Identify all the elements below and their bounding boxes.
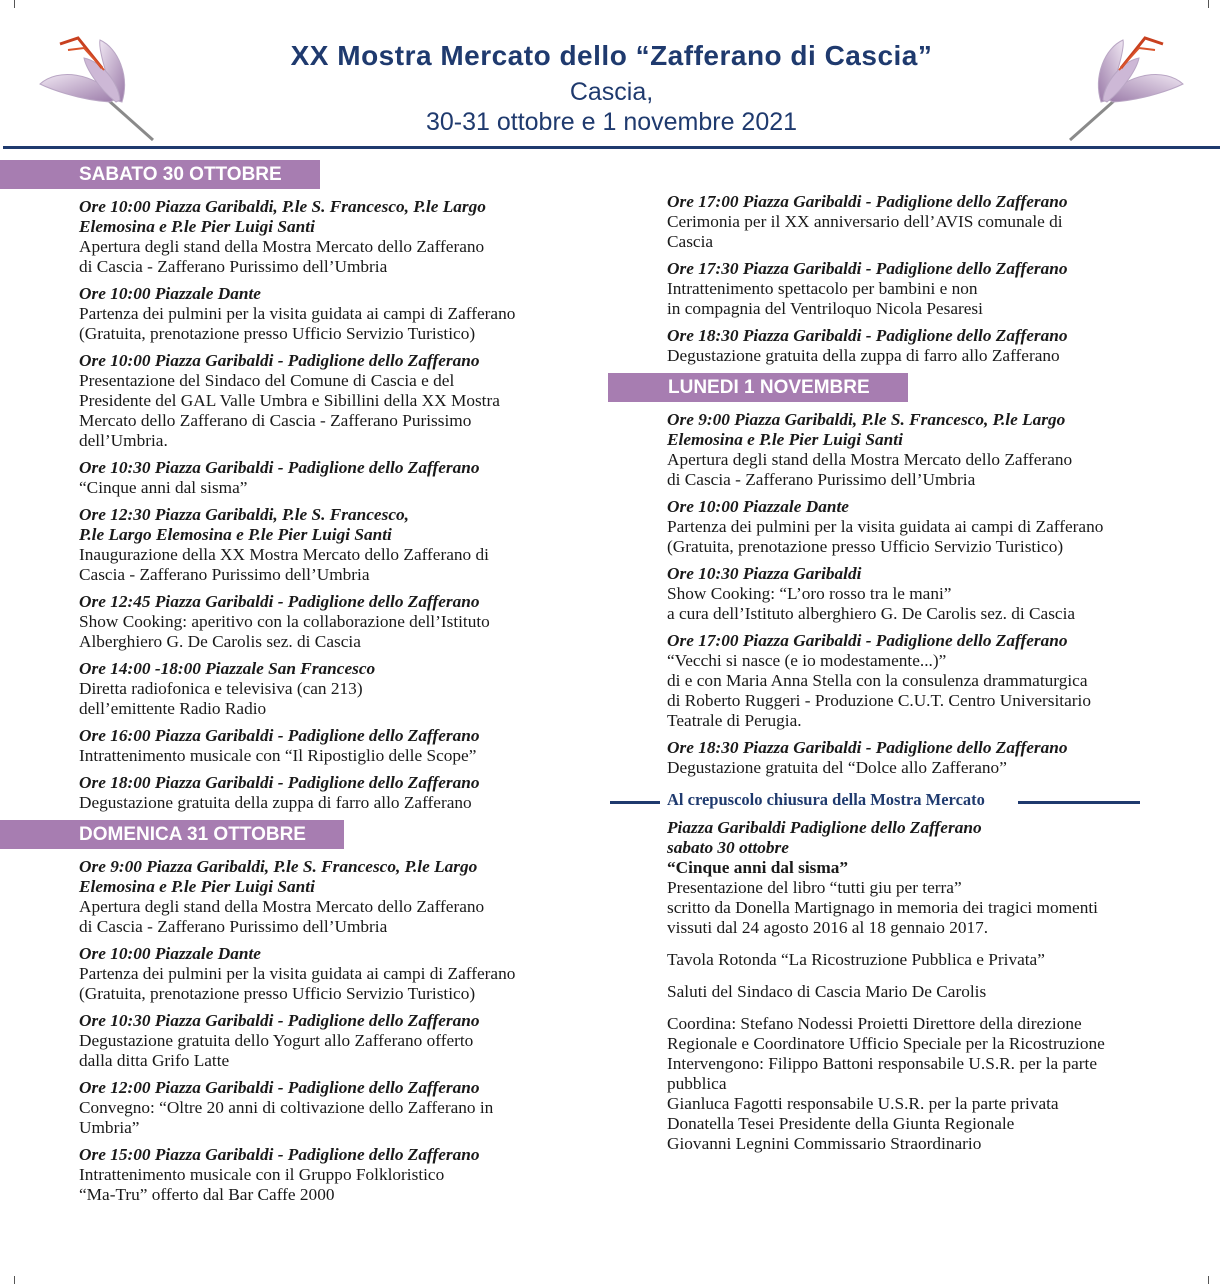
day-band-sabato: SABATO 30 OTTOBRE — [0, 160, 320, 189]
entry-heading: Ore 18:00 Piazza Garibaldi - Padiglione dello Zafferano — [79, 773, 480, 792]
header — [0, 0, 1223, 148]
entries-sabato — [0, 197, 590, 813]
entry-heading: Ore 12:45 Piazza Garibaldi - Padiglione dello Zafferano — [79, 592, 480, 611]
entry-heading: Ore 14:00 -18:00 Piazzale San Francesco — [79, 659, 376, 678]
day-band-domenica: DOMENICA 31 OTTOBRE — [0, 820, 344, 849]
list-item — [0, 1078, 590, 1138]
entry-heading: Ore 17:00 Piazza Garibaldi - Padiglione dello Zafferano — [667, 631, 1068, 650]
list-item — [0, 592, 590, 652]
entry-body: Convegno: “Oltre 20 anni di coltivazione dello Zafferano in Umbria” — [79, 1098, 494, 1137]
note-paragraph: Tavola Rotonda “La Ricostruzione Pubblica e Privata” — [667, 950, 1045, 969]
list-item — [608, 738, 1218, 778]
entry-body: Apertura degli stand della Mostra Mercato dello Zafferano di Cascia - Zafferano Purissimo dell’Umbria — [667, 450, 1073, 489]
entry-heading: Ore 17:00 Piazza Garibaldi - Padiglione dello Zafferano — [667, 192, 1068, 211]
entry-heading: Ore 10:30 Piazza Garibaldi — [667, 564, 862, 583]
divider-line — [1018, 801, 1140, 804]
page-title: XX Mostra Mercato dello “Zafferano di Cascia” — [290, 40, 933, 71]
entries-domenica — [0, 857, 590, 1205]
entry-body: Intrattenimento musicale con “Il Ripostiglio delle Scope” — [79, 746, 477, 765]
list-item — [0, 284, 590, 344]
entry-body: Apertura degli stand della Mostra Mercato dello Zafferano di Cascia - Zafferano Purissimo dell’Umbria — [79, 237, 485, 276]
list-item — [608, 259, 1218, 319]
list-item — [608, 497, 1218, 557]
entry-heading: Ore 18:30 Piazza Garibaldi - Padiglione dello Zafferano — [667, 738, 1068, 757]
note-paragraph: Saluti del Sindaco di Cascia Mario De Carolis — [667, 982, 987, 1001]
crop-mark — [1208, 1276, 1209, 1284]
list-item — [0, 1145, 590, 1205]
list-item — [0, 659, 590, 719]
divider-line — [610, 801, 660, 804]
entry-heading: Ore 18:30 Piazza Garibaldi - Padiglione dello Zafferano — [667, 326, 1068, 345]
list-item — [608, 192, 1218, 252]
entry-body: Degustazione gratuita della zuppa di farro allo Zafferano — [79, 793, 472, 812]
entry-body: Apertura degli stand della Mostra Mercato dello Zafferano di Cascia - Zafferano Purissimo dell’Umbria — [79, 897, 485, 936]
list-item — [608, 410, 1218, 490]
entry-body: Degustazione gratuita dello Yogurt allo Zafferano offerto dalla ditta Grifo Latte — [79, 1031, 474, 1070]
entry-body: Intrattenimento musicale con il Gruppo Folkloristico “Ma-Tru” offerto dal Bar Caffe 2000 — [79, 1165, 445, 1204]
entry-body: Intrattenimento spettacolo per bambini e non in compagnia del Ventriloquo Nicola Pesaresi — [667, 279, 983, 318]
note-paragraph: Coordina: Stefano Nodessi Proietti Direttore della direzione Regionale e Coordinatore Ufficio Speciale per la Ricostruzione Intervengono: Filippo Battoni responsabile U.S.R. per la parte pubblica Gianluca Fagotti responsabile U.S.R. per la parte privata Donatella Tesei Presidente della Giunta Regionale Giovanni Legnini Commissario Straordinario — [667, 1014, 1105, 1153]
list-item — [0, 351, 590, 451]
note-heading: Piazza Garibaldi Padiglione dello Zafferano sabato 30 ottobre — [667, 818, 982, 857]
list-item — [0, 944, 590, 1004]
entry-heading: Ore 10:00 Piazzale Dante — [79, 944, 261, 963]
right-column — [608, 192, 1218, 1166]
crepuscolo-divider — [608, 790, 1218, 812]
list-item — [0, 197, 590, 277]
header-rule — [3, 146, 1220, 149]
divider-label: Al crepuscolo chiusura della Mostra Mercato — [667, 790, 985, 809]
entry-heading: Ore 9:00 Piazza Garibaldi, P.le S. Francesco, P.le Largo Elemosina e P.le Pier Luigi Santi — [667, 410, 1066, 449]
entries-domenica-continued — [608, 192, 1218, 366]
list-item — [0, 726, 590, 766]
list-item — [608, 564, 1218, 624]
subtitle-city: Cascia, — [569, 78, 654, 106]
entry-heading: Ore 12:30 Piazza Garibaldi, P.le S. Francesco, P.le Largo Elemosina e P.le Pier Luigi Santi — [79, 505, 409, 544]
entry-heading: Ore 15:00 Piazza Garibaldi - Padiglione dello Zafferano — [79, 1145, 480, 1164]
entry-heading: Ore 9:00 Piazza Garibaldi, P.le S. Francesco, P.le Largo Elemosina e P.le Pier Luigi Santi — [79, 857, 478, 896]
list-item — [0, 1011, 590, 1071]
entry-heading: Ore 16:00 Piazza Garibaldi - Padiglione dello Zafferano — [79, 726, 480, 745]
crop-mark — [14, 1276, 15, 1284]
entry-heading: Ore 10:00 Piazza Garibaldi, P.le S. Francesco, P.le Largo Elemosina e P.le Pier Luigi Santi — [79, 197, 486, 236]
entry-body: Inaugurazione della XX Mostra Mercato dello Zafferano di Cascia - Zafferano Purissimo dell’Umbria — [79, 545, 489, 584]
entry-body: Partenza dei pulmini per la visita guidata ai campi di Zafferano (Gratuita, prenotazione presso Ufficio Servizio Turistico) — [667, 517, 1104, 556]
entry-body: Cerimonia per il XX anniversario dell’AVIS comunale di Cascia — [667, 212, 1063, 251]
entry-body: Show Cooking: “L’oro rosso tra le mani” a cura dell’Istituto alberghiero G. De Carolis sez. di Cascia — [667, 584, 1076, 623]
entry-body: Degustazione gratuita della zuppa di farro allo Zafferano — [667, 346, 1060, 365]
left-column — [0, 160, 590, 1212]
entry-body: “Cinque anni dal sisma” — [79, 478, 248, 497]
list-item — [0, 773, 590, 813]
entry-heading: Ore 10:30 Piazza Garibaldi - Padiglione dello Zafferano — [79, 458, 480, 477]
list-item — [0, 505, 590, 585]
entry-heading: Ore 12:00 Piazza Garibaldi - Padiglione dello Zafferano — [79, 1078, 480, 1097]
crepuscolo-note — [608, 818, 1218, 1154]
entry-heading: Ore 10:30 Piazza Garibaldi - Padiglione dello Zafferano — [79, 1011, 480, 1030]
entry-heading: Ore 17:30 Piazza Garibaldi - Padiglione dello Zafferano — [667, 259, 1068, 278]
note-subheading: “Cinque anni dal sisma” — [667, 858, 849, 877]
entry-body: Diretta radiofonica e televisiva (can 213) dell’emittente Radio Radio — [79, 679, 363, 718]
entry-heading: Ore 10:00 Piazzale Dante — [79, 284, 261, 303]
entry-body: Partenza dei pulmini per la visita guidata ai campi di Zafferano (Gratuita, prenotazione presso Ufficio Servizio Turistico) — [79, 304, 516, 343]
entry-heading: Ore 10:00 Piazzale Dante — [667, 497, 849, 516]
entry-body: Presentazione del Sindaco del Comune di Cascia e del Presidente del GAL Valle Umbra e Sibillini della XX Mostra Mercato dello Zafferano di Cascia - Zafferano Purissimo dell’Umbria. — [79, 371, 500, 450]
note-paragraph: Presentazione del libro “tutti giu per terra” scritto da Donella Martignago in memoria dei tragici momenti vissuti dal 24 agosto 2016 al 18 gennaio 2017. — [667, 878, 1098, 937]
entry-body: Degustazione gratuita del “Dolce allo Zafferano” — [667, 758, 1007, 777]
list-item — [0, 458, 590, 498]
entry-body: “Vecchi si nasce (e io modestamente...)” di e con Maria Anna Stella con la consulenza drammaturgica di Roberto Ruggeri - Produzione C.U.T. Centro Universitario Teatrale di Perugia. — [667, 651, 1091, 730]
entry-body: Partenza dei pulmini per la visita guidata ai campi di Zafferano (Gratuita, prenotazione presso Ufficio Servizio Turistico) — [79, 964, 516, 1003]
list-item — [608, 326, 1218, 366]
list-item — [608, 631, 1218, 731]
entry-heading: Ore 10:00 Piazza Garibaldi - Padiglione dello Zafferano — [79, 351, 480, 370]
entries-lunedi — [608, 410, 1218, 778]
list-item — [0, 857, 590, 937]
subtitle-dates: 30-31 ottobre e 1 novembre 2021 — [425, 108, 798, 136]
entry-body: Show Cooking: aperitivo con la collaborazione dell’Istituto Alberghiero G. De Carolis sez. di Cascia — [79, 612, 490, 651]
day-band-lunedi: LUNEDI 1 NOVEMBRE — [608, 373, 908, 402]
